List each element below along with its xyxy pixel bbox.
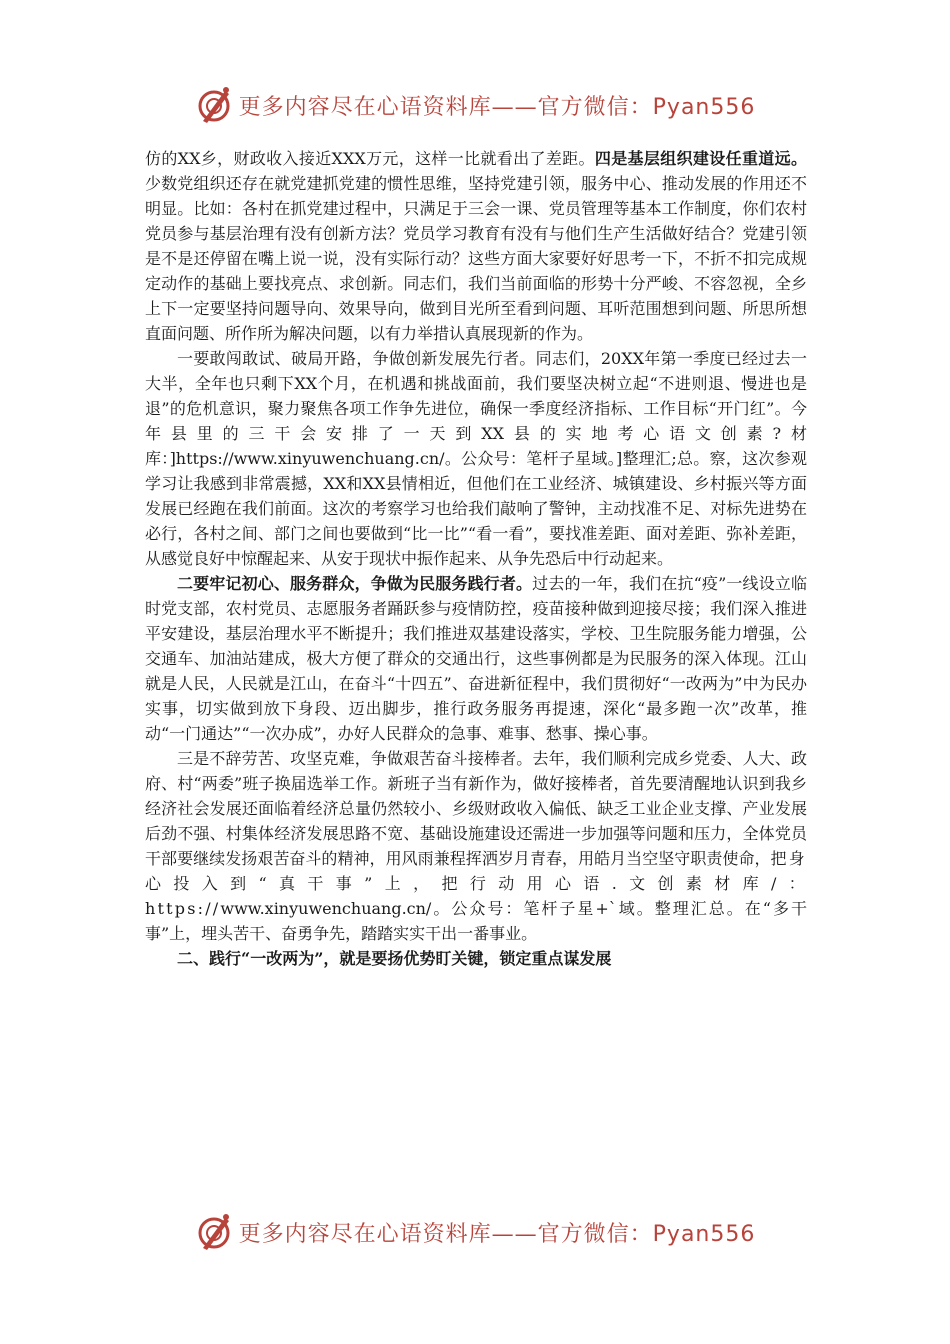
banner-dash: —— [491,1221,538,1247]
banner-text [239,1217,756,1248]
wechat-id: Pyan556 [652,94,756,120]
banner-dash: —— [491,94,538,120]
banner-text [239,90,756,121]
site-name: 更多内容尽在心语资料库 [238,94,492,120]
section-heading: 二、践行“一改两为”，就是要扬优势盯关键，锁定重点谋发展 [177,949,612,968]
site-name: 更多内容尽在心语资料库 [238,1221,492,1247]
spaced-line: 把身心投入到“真干事”上，把行动用心语.文创素材库/：https:// [145,849,807,918]
brush-logo-icon [195,1212,235,1252]
wechat-label: 官方微信： [537,94,653,120]
bold-point-two: 二要牢记初心、服务群众，争做为民服务践行者。 [177,574,533,593]
wechat-id: Pyan556 [652,1221,756,1247]
wechat-label: 官方微信： [537,1221,653,1247]
paragraph-three: 三是不辞劳苦、攻坚克难，争做艰苦奋斗接棒者。去年，我们顺利完成乡党委、人大、政府、村“两委”班子换届选举工作。新班子当有新作为，做好接棒者，首先要清醒地认识到我乡经济社会发展还面临着经济总量仍然较小、乡级财政收入偏低、缺乏工业企业支撑、产业发展后劲不强、村集体经济发展思路不宽、基础设施建设还需进一步加强等问题和压力，全体党员干部要继续发扬艰苦奋斗的精神，用风雨兼程挥洒岁月青春，用皓月当空坚守职责使命，把身心投入到“真干事”上，把行动用心语.文创素材库/：https://www.xinyuwenchuang.cn/。公众号：笔杆子星+`域。整理汇总。在“多干事”上，埋头苦干、奋勇争先，踏踏实实干出一番事业。 [145,749,807,943]
header-banner [0,80,950,130]
document-body [145,146,807,971]
footer-banner [0,1207,950,1257]
brush-logo-icon [195,85,235,125]
paragraph-one: 一要敢闯敢试、破局开路，争做创新发展先行者。同志们，20XX年第一季度已经过去一大半，全年也只剩下XX个月，在机遇和挑战面前，我们要坚决树立起“不进则退、慢进也是退”的危机意识，聚力聚焦各项工作争先进位，确保一季度经济指标、工作目标“开门红”。今年县里的三干会安排了一天到XX县的实地考心语文创素?材库：]https://www.xinyuwenchuang.cn/。公众号：笔杆子星域。]整理汇;总。察，这次参观学习让我感到非常震撼，XX和XX县情相近，但他们在工业经济、城镇建设、乡村振兴等方面发展已经跑在我们前面。这次的考察学习也给我们敲响了警钟，主动找准不足、对标先进势在必行，各村之间、部门之间也要做到“比一比”“看一看”，要找准差距、面对差距、弥补差距，从感觉良好中惊醒起来、从安于现状中振作起来、从争先恐后中行动起来。 [145,349,807,568]
paragraph-two: 二要牢记初心、服务群众，争做为民服务践行者。过去的一年，我们在抗“疫”一线设立临时党支部，农村党员、志愿服务者踊跃参与疫情防控，疫苗接种做到迎接尽接；我们深入推进平安建设，基层治理水平不断提升；我们推进双基建设落实，学校、卫生院服务能力增强，公交通车、加油站建成，极大方便了群众的交通出行，这些事例都是为民服务的深入体现。江山就是人民，人民就是江山，在奋斗“十四五”、奋进新征程中，我们贯彻好“一改两为”中为民办实事，切实做到放下身段、迈出脚步，推行政务服务再提速，深化“最多跑一次”改革，推动“一门通达”“一次办成”，办好人民群众的急事、难事、愁事、操心事。 [145,574,807,743]
bold-point-four: 四是基层组织建设任重道远。 [594,149,807,168]
paragraph-continued: 仿的XX乡，财政收入接近XXX万元，这样一比就看出了差距。四是基层组织建设任重道远。少数党组织还存在就党建抓党建的惯性思维，坚持党建引领，服务中心、推动发展的作用还不明显。比如：各村在抓党建过程中，只满足于三会一课、党员管理等基本工作制度，你们农村党员参与基层治理有没有创新方法？党员学习教育有没有与他们生产生活做好结合？党建引领是不是还停留在嘴上说一说，没有实际行动？这些方面大家要好好思考一下，不折不扣完成规定动作的基础上要找亮点、求创新。同志们，我们当前面临的形势十分严峻、不容忽视，全乡上下一定要坚持问题导向、效果导向，做到目光所至看到问题、耳听范围想到问题、所思所想直面问题、所作所为解决问题，以有力举措认真展现新的作为。 [145,149,807,343]
